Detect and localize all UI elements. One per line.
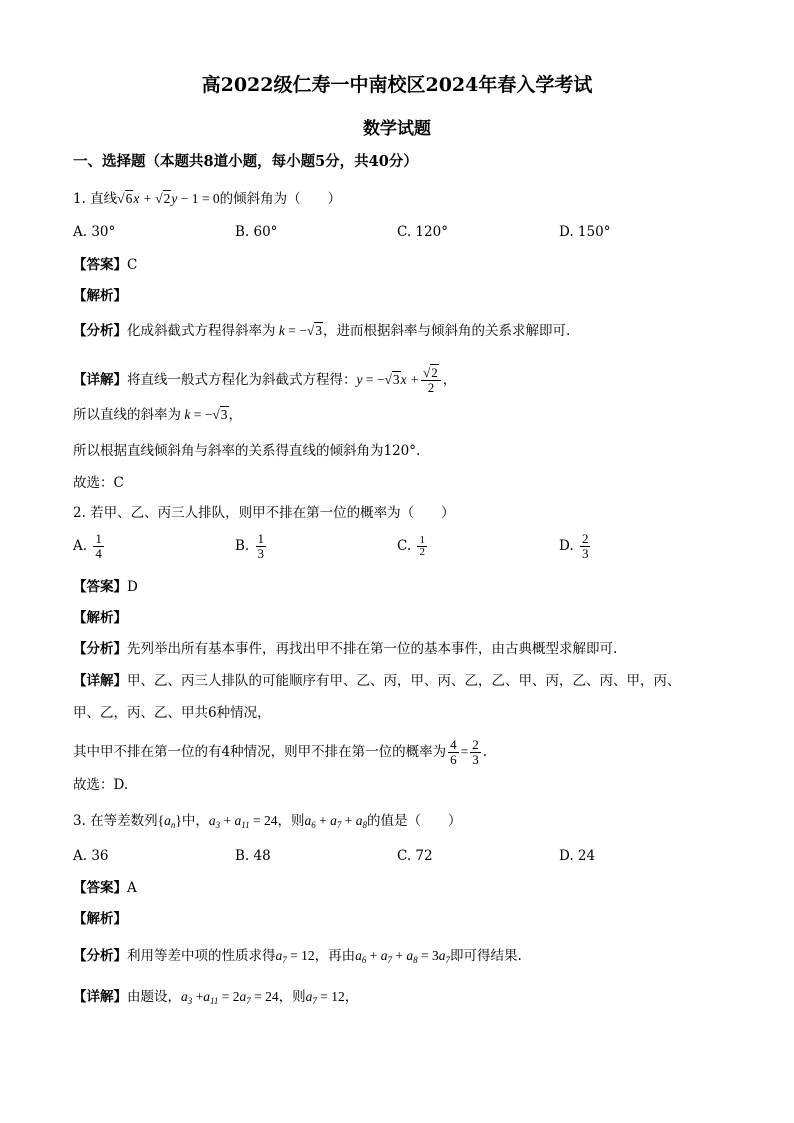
- q3-detail-eq: $a_3 +a_{11} = 2a_7 = 24$: [181, 989, 279, 1006]
- q3-detail-c: ，: [344, 989, 359, 1005]
- q2-fenxi-text: 先列举出所有基本事件，再找出甲不排在第一位的基本事件，由古典概型求解即可.: [127, 641, 618, 657]
- fenxi-tag: 【分析】: [73, 948, 127, 964]
- q1-fraction: $\frac{√2}{2}$: [421, 366, 441, 395]
- q1-slope: k = −√3: [275, 323, 323, 338]
- answer-tag: 【答案】: [73, 257, 127, 273]
- q1-line3: 所以根据直线倾斜角与斜率的关系得直线的倾斜角为120°.: [73, 443, 421, 459]
- q3-answer: [73, 879, 137, 897]
- question-1: [73, 190, 341, 208]
- q2-option-d: D. $\frac{2}{3}$: [559, 531, 589, 561]
- q1-answer-value: C: [127, 257, 138, 273]
- q1-choice: 故选：C: [73, 475, 124, 491]
- q1-detail: [73, 366, 456, 395]
- q2-detail-3: 其中甲不排在第一位的有4种情况，则甲不排在第一位的概率为 $\frac{4}{6}$ = $\frac{2}{3}$ .: [73, 737, 488, 767]
- q3-mid1: 中，: [181, 813, 209, 829]
- q2-option-a: A. $\frac{1}{4}$: [73, 531, 102, 561]
- q1-option-d: D. 150°: [559, 224, 611, 240]
- q3-sequence: $\{a_n\}$: [157, 813, 182, 830]
- q2-option-b: B. $\frac{1}{3}$: [235, 531, 265, 561]
- answer-tag: 【答案】: [73, 579, 127, 595]
- q2-choice: 故选：D.: [73, 777, 129, 793]
- q2-fenxi: [73, 640, 617, 658]
- q2-analysis-tag: [73, 609, 127, 627]
- q2-option-b-label: B.: [235, 538, 250, 554]
- q2-option-c-label: C.: [397, 538, 412, 554]
- q1-line2-b: ，: [228, 407, 243, 423]
- q2-option-d-label: D.: [559, 538, 574, 554]
- q2-option-c: C. $\frac{1}{2}$: [397, 534, 425, 558]
- q3-option-d: D. 24: [559, 848, 596, 864]
- q3-mid2: ，则: [277, 813, 305, 829]
- answer-tag: 【答案】: [73, 880, 127, 896]
- fenxi-tag: 【分析】: [73, 323, 127, 339]
- q1-equation: √6x + √2y − 1 = 0: [117, 191, 220, 206]
- q1-answer: [73, 256, 137, 274]
- q3-prefix: 3. 在等差数列: [73, 813, 158, 829]
- exam-title: 高2022级仁寿一中南校区2024年春入学考试: [201, 74, 593, 96]
- q3-fenxi-b: ，再由: [314, 948, 356, 964]
- q2-detail-3-b: .: [482, 744, 488, 760]
- q1-line2: [73, 406, 242, 424]
- q2-answer-value: D: [127, 579, 138, 595]
- q3-sum-identity: $a_6 + a_7 + a_8 = 3a_7$: [355, 948, 450, 965]
- q3-fenxi: [73, 947, 522, 969]
- q2-detail-1-text: 甲、乙、丙三人排队的可能顺序有甲、乙、丙，甲、丙、乙，乙、甲、丙，乙、丙、甲，丙、: [127, 673, 681, 689]
- q3-option-a: A. 36: [73, 848, 109, 864]
- q1-fenxi: [73, 322, 570, 340]
- q2-option-a-label: A.: [73, 538, 88, 554]
- q1-fenxi-a: 化成斜截式方程得斜率为: [127, 323, 276, 339]
- q3-option-b: B. 48: [235, 848, 271, 864]
- xiangjie-tag: 【详解】: [73, 989, 127, 1005]
- q1-option-c: C. 120°: [397, 224, 448, 240]
- q1-slope-2: k = −√3: [181, 407, 228, 422]
- q2-answer: [73, 578, 138, 596]
- section-heading: 一、选择题（本题共8道小题，每小题5分，共40分）: [73, 153, 418, 170]
- q2-detail-2: 甲、乙，丙、乙、甲共6种情况，: [73, 705, 271, 721]
- analysis-tag: 【解析】: [73, 911, 127, 927]
- q3-option-c: C. 72: [397, 848, 433, 864]
- q3-fenxi-c: 即可得结果.: [450, 948, 522, 964]
- q1-line2-a: 所以直线的斜率为: [73, 407, 181, 423]
- analysis-tag: 【解析】: [73, 288, 127, 304]
- q1-slope-intercept: y = −√3x +: [356, 372, 420, 387]
- q1-prefix: 1. 直线: [73, 191, 118, 207]
- q1-suffix: 的倾斜角为（ ）: [219, 191, 342, 207]
- q1-option-b: B. 60°: [235, 224, 278, 240]
- xiangjie-tag: 【详解】: [73, 673, 127, 689]
- question-2: 2. 若甲、乙、丙三人排队，则甲不排在第一位的概率为（ ）: [73, 505, 455, 521]
- q3-condition: $a_3 + a_{11} = 24$: [208, 813, 278, 830]
- q3-suffix: 的值是（ ）: [366, 813, 462, 829]
- q3-a7: $a_7 = 12$: [275, 948, 315, 965]
- q1-fenxi-b: ，进而根据斜率与倾斜角的关系求解即可.: [323, 323, 571, 339]
- q3-analysis-tag: [73, 910, 127, 928]
- q3-detail: [73, 988, 358, 1010]
- q1-option-a: A. 30°: [73, 224, 116, 240]
- analysis-tag: 【解析】: [73, 610, 127, 626]
- q3-detail-a: 由题设，: [127, 989, 181, 1005]
- q1-detail-b: ，: [442, 372, 457, 388]
- exam-subtitle: 数学试题: [363, 119, 431, 139]
- q1-analysis-tag: [73, 287, 127, 305]
- q3-expression: $a_6 + a_7 + a_8$: [304, 813, 367, 830]
- fenxi-tag: 【分析】: [73, 641, 127, 657]
- q3-detail-b: ，则: [278, 989, 306, 1005]
- q3-fenxi-a: 利用等差中项的性质求得: [127, 948, 276, 964]
- q1-detail-a: 将直线一般式方程化为斜截式方程得：: [127, 372, 357, 388]
- question-3: [73, 812, 461, 834]
- xiangjie-tag: 【详解】: [73, 372, 127, 388]
- q3-detail-a7: $a_7 = 12$: [305, 989, 345, 1006]
- q2-detail-3-a: 其中甲不排在第一位的有4种情况，则甲不排在第一位的概率为: [73, 744, 447, 760]
- q2-detail-1: [73, 672, 681, 690]
- q3-answer-value: A: [127, 880, 137, 896]
